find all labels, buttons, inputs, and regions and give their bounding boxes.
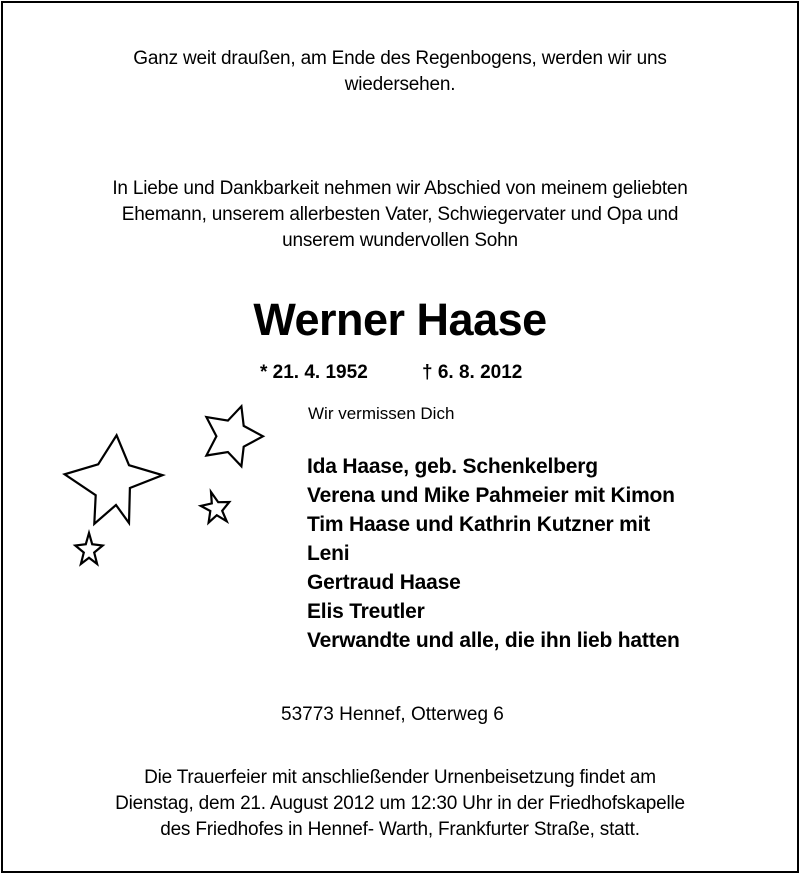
miss-text: Wir vermissen Dich: [308, 404, 455, 423]
intro-line: In Liebe und Dankbarkeit nehmen wir Abschied von meinem geliebten: [112, 178, 688, 199]
stars-decoration: [3, 3, 303, 603]
mourners-list: [307, 452, 757, 655]
family-address: 53773 Hennef, Otterweg 6: [281, 704, 504, 725]
intro-line: Ehemann, unserem allerbesten Vater, Schwiegervater und Opa und: [121, 204, 679, 225]
deceased-name: Werner Haase: [253, 294, 547, 345]
mourner-line: Verena und Mike Pahmeier mit Kimon: [307, 484, 675, 507]
mourner-line: Verwandte und alle, die ihn lieb hatten: [307, 629, 680, 652]
mourner-line: Leni: [307, 542, 350, 565]
ceremony-line: Die Trauerfeier mit anschließender Urnenbeisetzung findet am: [144, 767, 656, 788]
mourner-line: Elis Treutler: [307, 600, 425, 623]
star-icon: [65, 435, 163, 524]
obituary-notice: [1, 1, 799, 873]
intro-line: unserem wundervollen Sohn: [282, 230, 518, 251]
quote-line: Ganz weit draußen, am Ende des Regenbogens, werden wir uns: [133, 48, 667, 69]
mourner-line: Gertraud Haase: [307, 571, 461, 594]
birth-date: * 21. 4. 1952: [260, 362, 368, 383]
star-icon: [201, 492, 230, 523]
mourner-line: Tim Haase und Kathrin Kutzner mit: [307, 513, 651, 536]
ceremony-line: Dienstag, dem 21. August 2012 um 12:30 Uhr in der Friedhofskapelle: [115, 793, 685, 814]
mourner-line: Ida Haase, geb. Schenkelberg: [307, 455, 598, 478]
ceremony-line: des Friedhofes in Hennef- Warth, Frankfurter Straße, statt.: [160, 819, 640, 840]
star-icon: [206, 406, 263, 466]
ceremony-info: [3, 765, 797, 843]
star-icon: [75, 533, 102, 564]
death-date: † 6. 8. 2012: [422, 362, 523, 383]
quote-line: wiedersehen.: [344, 74, 456, 95]
